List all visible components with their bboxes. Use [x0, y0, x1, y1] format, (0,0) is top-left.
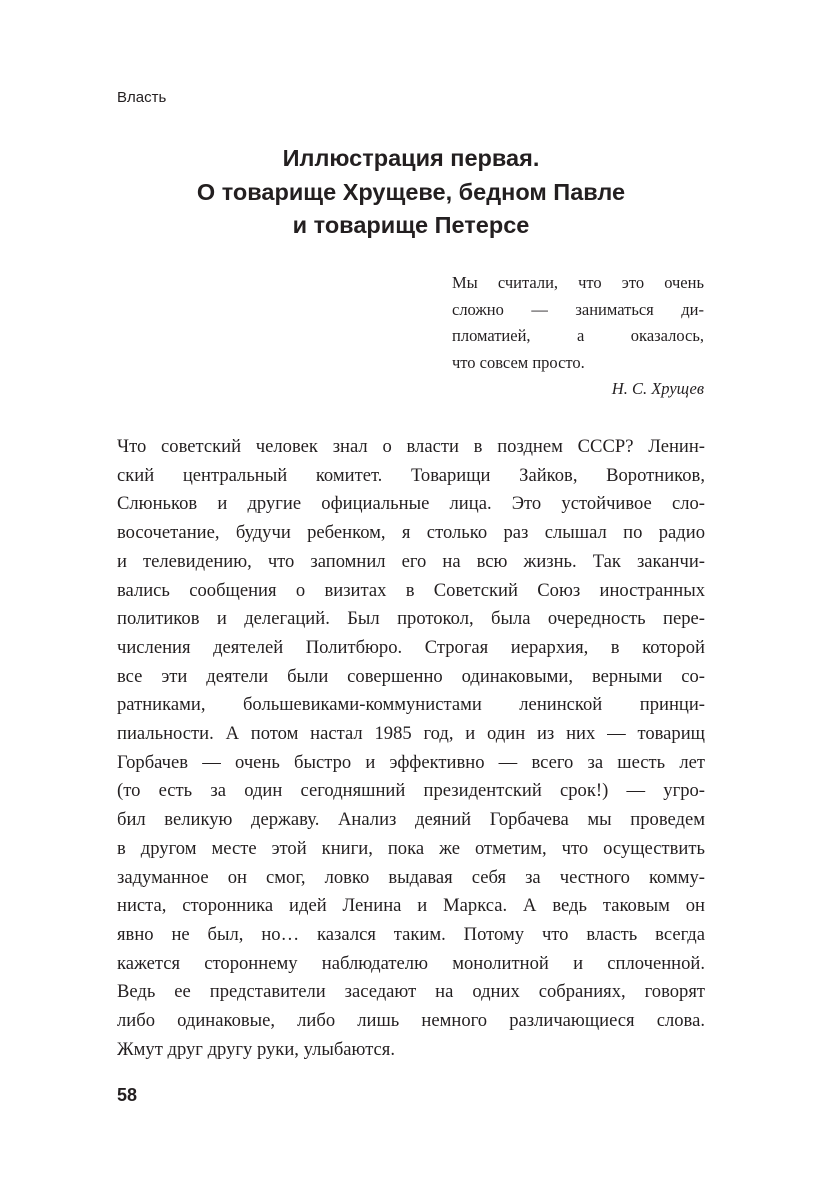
body-line: Слюньков и другие официальные лица. Это устойчивое сло-: [117, 493, 705, 515]
body-line: Жмут друг другу руки, улыбаются.: [117, 1038, 396, 1060]
epigraph-author: Н. С. Хрущев: [611, 379, 704, 398]
epigraph: [452, 270, 704, 403]
body-line: ский центральный комитет. Товарищи Зайков, Воротников,: [117, 464, 705, 486]
body-line: Горбачев — очень быстро и эффективно — всего за шесть лет: [117, 751, 705, 773]
body-paragraph: [117, 433, 705, 1064]
body-line: в другом месте этой книги, пока же отметим, что осуществить: [117, 837, 705, 859]
title-line: Иллюстрация первая.: [282, 145, 540, 171]
body-line: ратниками, большевиками-коммунистами ленинской принци-: [117, 694, 705, 716]
epigraph-line: что совсем просто.: [452, 352, 585, 372]
body-line: политиков и делегаций. Был протокол, была очередность пере-: [117, 608, 705, 630]
body-line: либо одинаковые, либо лишь немного различающиеся слова.: [117, 1010, 705, 1032]
body-line: числения деятелей Политбюро. Строгая иерархия, в которой: [117, 636, 705, 658]
title-line: О товарище Хрущеве, бедном Павле: [196, 178, 626, 205]
body-line: явно не был, но… казался таким. Потому что власть всегда: [117, 923, 705, 945]
epigraph-line: Мы считали, что это очень: [452, 273, 704, 292]
epigraph-line: сложно — заниматься ди-: [452, 299, 704, 319]
title-line: и товарище Петерсе: [292, 212, 530, 238]
body-line: пиальности. А потом настал 1985 год, и один из них — товарищ: [117, 723, 705, 745]
page-number: 58: [117, 1085, 138, 1105]
epigraph-line: пломатией, а оказалось,: [452, 326, 704, 345]
body-line: бил великую державу. Анализ деяний Горбачева мы проведем: [117, 809, 705, 831]
body-line: вались сообщения о визитах в Советский Союз иностранных: [117, 579, 705, 601]
body-line: задуманное он смог, ловко выдавая себя за честного комму-: [117, 866, 705, 888]
body-line: все эти деятели были совершенно одинаковыми, верными со-: [117, 665, 705, 687]
body-line: и телевидению, что запомнил его на всю жизнь. Так заканчи-: [117, 550, 705, 572]
chapter-title: [117, 142, 705, 243]
body-line: (то есть за один сегодняшний президентский срок!) — угро-: [117, 780, 705, 802]
body-line: восочетание, будучи ребенком, я столько раз слышал по радио: [117, 522, 705, 544]
body-line: Ведь ее представители заседают на одних собраниях, говорят: [117, 981, 705, 1003]
body-line: Что советский человек знал о власти в позднем СССР? Ленин-: [117, 436, 705, 457]
running-head: Власть: [117, 89, 167, 106]
body-line: кажется стороннему наблюдателю монолитной и сплоченной.: [117, 952, 705, 974]
body-line: ниста, сторонника идей Ленина и Маркса. А ведь таковым он: [117, 895, 705, 917]
